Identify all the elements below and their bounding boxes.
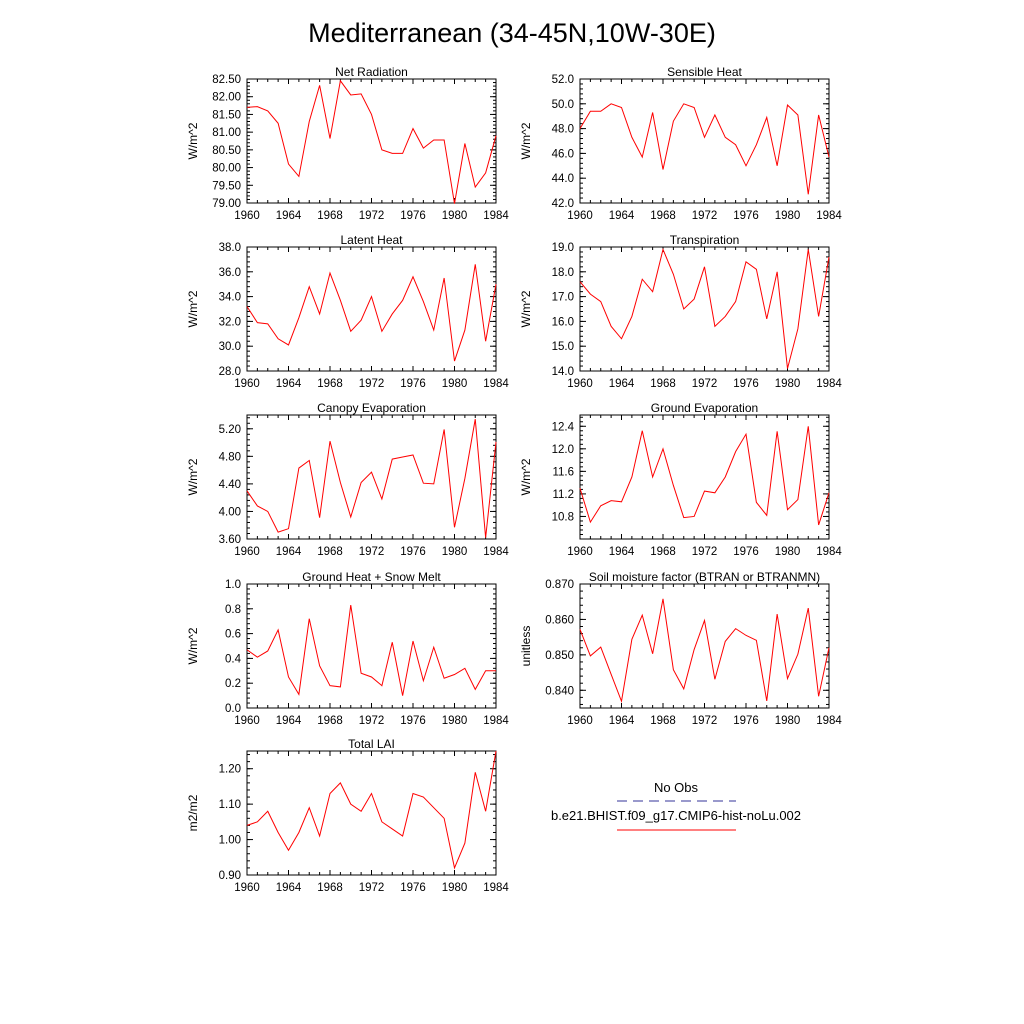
y-tick-label: 10.8 [551, 511, 574, 524]
x-tick-label: 1972 [691, 210, 718, 222]
figure-title: Mediterranean (34-45N,10W-30E) [308, 18, 716, 48]
x-tick-label: 1968 [650, 378, 676, 390]
x-tick-label: 1968 [317, 715, 343, 727]
x-tick-label: 1960 [234, 715, 260, 727]
x-tick-label: 1980 [441, 210, 468, 222]
x-tick-label: 1972 [358, 546, 385, 558]
x-tick-label: 1972 [358, 715, 385, 727]
panel-title: Transpiration [669, 233, 740, 247]
y-tick-label: 12.4 [551, 421, 574, 434]
y-axis-label: W/m^2 [186, 122, 200, 160]
x-tick-label: 1972 [358, 882, 385, 894]
y-tick-label: 1.0 [225, 579, 241, 591]
y-tick-label: 1.10 [218, 799, 241, 812]
x-tick-label: 1964 [608, 546, 635, 558]
x-tick-label: 1964 [275, 715, 302, 727]
y-tick-label: 4.40 [218, 478, 241, 491]
x-tick-label: 1980 [441, 546, 468, 558]
x-tick-label: 1960 [567, 210, 593, 222]
y-axis-label: W/m^2 [186, 627, 200, 665]
x-tick-label: 1972 [358, 378, 385, 390]
panel-title: Total LAI [348, 737, 395, 751]
y-tick-label: 79.50 [212, 180, 241, 193]
x-tick-label: 1960 [234, 546, 260, 558]
x-tick-label: 1968 [650, 715, 676, 727]
x-tick-label: 1980 [774, 546, 801, 558]
y-axis-label: W/m^2 [519, 122, 533, 160]
y-tick-label: 0.6 [225, 628, 241, 641]
y-axis-label: W/m^2 [519, 458, 533, 496]
y-tick-label: 14.0 [551, 366, 574, 378]
x-tick-label: 1968 [317, 546, 343, 558]
y-tick-label: 4.00 [218, 506, 241, 519]
x-tick-label: 1960 [567, 378, 593, 390]
y-tick-label: 82.50 [212, 74, 241, 86]
x-tick-label: 1968 [317, 210, 343, 222]
x-tick-label: 1984 [483, 210, 509, 222]
x-tick-label: 1964 [608, 210, 635, 222]
legend-model-label: b.e21.BHIST.f09_g17.CMIP6-hist-noLu.002 [550, 808, 802, 823]
x-tick-label: 1976 [733, 378, 759, 390]
y-tick-label: 34.0 [218, 291, 241, 304]
x-tick-label: 1984 [816, 378, 842, 390]
x-tick-label: 1984 [816, 546, 842, 558]
x-tick-label: 1964 [608, 378, 635, 390]
panel-title: Canopy Evaporation [317, 401, 426, 415]
y-tick-label: 80.50 [212, 144, 241, 157]
x-tick-label: 1960 [567, 546, 593, 558]
y-tick-label: 11.2 [552, 488, 574, 501]
y-tick-label: 18.0 [551, 266, 574, 279]
x-tick-label: 1984 [816, 715, 842, 727]
x-tick-label: 1980 [441, 378, 468, 390]
y-tick-label: 82.00 [212, 91, 241, 104]
y-tick-label: 3.60 [218, 534, 241, 546]
y-tick-label: 15.0 [551, 341, 574, 354]
y-tick-label: 0.850 [545, 649, 574, 662]
y-tick-label: 0.8 [225, 603, 241, 616]
x-tick-label: 1964 [275, 210, 302, 222]
panel-title: Ground Evaporation [650, 401, 759, 415]
y-tick-label: 38.0 [218, 242, 241, 254]
x-tick-label: 1976 [733, 715, 759, 727]
legend-obs-label: No Obs [653, 780, 699, 795]
y-tick-label: 79.00 [212, 198, 241, 210]
x-tick-label: 1980 [774, 715, 801, 727]
y-tick-label: 30.0 [218, 341, 241, 354]
y-tick-label: 5.20 [218, 423, 241, 436]
x-tick-label: 1972 [691, 378, 718, 390]
y-tick-label: 46.0 [551, 148, 574, 161]
y-tick-label: 11.6 [552, 466, 574, 479]
x-tick-label: 1976 [400, 546, 426, 558]
panel-title: Net Radiation [335, 65, 408, 79]
x-tick-label: 1964 [275, 378, 302, 390]
y-tick-label: 48.0 [551, 123, 574, 136]
x-tick-label: 1976 [400, 715, 426, 727]
x-tick-label: 1968 [317, 378, 343, 390]
y-tick-label: 52.0 [551, 74, 574, 86]
x-tick-label: 1980 [774, 378, 801, 390]
x-tick-label: 1960 [234, 210, 260, 222]
x-tick-label: 1976 [400, 882, 426, 894]
y-tick-label: 16.0 [551, 316, 574, 329]
x-tick-label: 1980 [441, 882, 468, 894]
x-tick-label: 1980 [774, 210, 801, 222]
y-axis-label: W/m^2 [186, 290, 200, 328]
x-tick-label: 1964 [275, 882, 302, 894]
x-tick-label: 1968 [650, 210, 676, 222]
y-tick-label: 19.0 [551, 242, 574, 254]
panel-title: Sensible Heat [667, 65, 742, 79]
x-tick-label: 1984 [483, 378, 509, 390]
y-tick-label: 0.870 [545, 579, 574, 591]
x-tick-label: 1984 [483, 882, 509, 894]
x-tick-label: 1968 [317, 882, 343, 894]
y-tick-label: 81.00 [212, 127, 241, 140]
x-tick-label: 1972 [691, 546, 718, 558]
y-tick-label: 0.90 [218, 870, 241, 882]
y-axis-label: m2/m2 [186, 794, 200, 832]
y-tick-label: 81.50 [212, 109, 241, 122]
y-tick-label: 17.0 [551, 291, 574, 304]
y-tick-label: 80.00 [212, 162, 241, 175]
x-tick-label: 1968 [650, 546, 676, 558]
x-tick-label: 1960 [234, 378, 260, 390]
x-tick-label: 1976 [733, 210, 759, 222]
x-tick-label: 1960 [234, 882, 260, 894]
y-axis-label: W/m^2 [519, 290, 533, 328]
x-tick-label: 1964 [275, 546, 302, 558]
x-tick-label: 1976 [400, 210, 426, 222]
y-tick-label: 0.0 [225, 703, 241, 715]
y-tick-label: 12.0 [551, 443, 574, 456]
y-tick-label: 1.20 [218, 763, 241, 776]
x-tick-label: 1960 [567, 715, 593, 727]
y-axis-label: unitless [519, 625, 533, 667]
x-tick-label: 1972 [358, 210, 385, 222]
y-tick-label: 42.0 [551, 198, 574, 210]
y-tick-label: 28.0 [218, 366, 241, 378]
x-tick-label: 1964 [608, 715, 635, 727]
y-tick-label: 50.0 [551, 98, 574, 111]
y-tick-label: 0.840 [545, 685, 574, 698]
y-axis-label: W/m^2 [186, 458, 200, 496]
x-tick-label: 1984 [483, 715, 509, 727]
y-tick-label: 0.2 [225, 678, 241, 691]
x-tick-label: 1980 [441, 715, 468, 727]
y-tick-label: 0.4 [225, 653, 241, 666]
x-tick-label: 1976 [733, 546, 759, 558]
panel-title: Latent Heat [340, 233, 403, 247]
y-tick-label: 0.860 [545, 614, 574, 627]
y-tick-label: 44.0 [551, 173, 574, 186]
x-tick-label: 1984 [816, 210, 842, 222]
x-tick-label: 1972 [691, 715, 718, 727]
y-tick-label: 36.0 [218, 266, 241, 279]
y-tick-label: 4.80 [218, 451, 241, 464]
panel-title: Soil moisture factor (BTRAN or BTRANMN) [588, 570, 821, 584]
y-tick-label: 32.0 [218, 316, 241, 329]
x-tick-label: 1984 [483, 546, 509, 558]
y-tick-label: 1.00 [218, 834, 241, 847]
x-tick-label: 1976 [400, 378, 426, 390]
panel-title: Ground Heat + Snow Melt [302, 570, 441, 584]
